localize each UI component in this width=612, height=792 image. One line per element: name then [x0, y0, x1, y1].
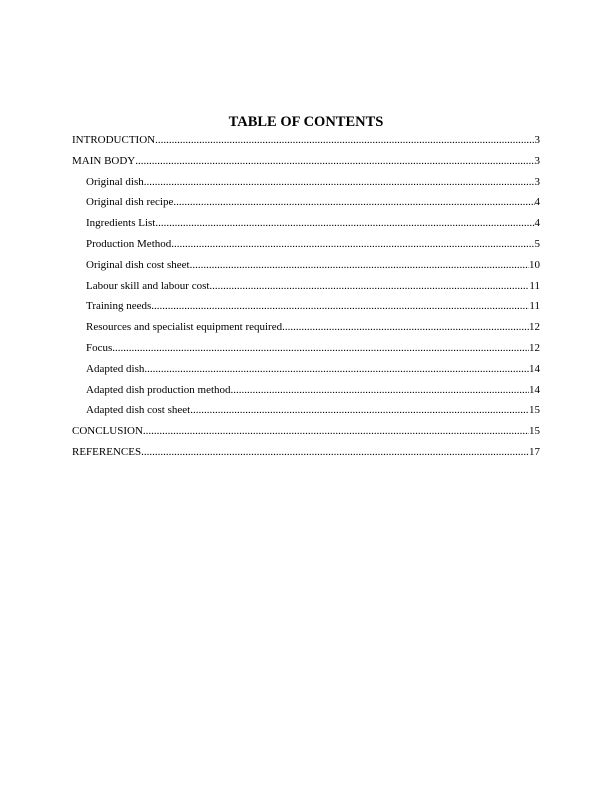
toc-dot-leader — [141, 442, 529, 463]
toc-entry-adapted-dish[interactable] — [72, 359, 540, 380]
toc-dot-leader — [155, 213, 534, 234]
toc-title: TABLE OF CONTENTS — [228, 114, 384, 130]
toc-entry-original-dish-recipe[interactable] — [72, 192, 540, 213]
toc-entry-label: Adapted dish cost sheet — [86, 404, 191, 417]
toc-dot-leader — [151, 296, 529, 317]
toc-entry-ingredients-list[interactable] — [72, 213, 540, 234]
toc-list — [72, 130, 540, 463]
toc-entry-labour-skill-and-labour-cost[interactable] — [72, 276, 540, 297]
toc-entry-label: Original dish recipe — [86, 196, 174, 209]
toc-entry-page: 15 — [529, 425, 540, 438]
toc-entry-training-needs[interactable] — [72, 296, 540, 317]
toc-entry-page: 12 — [529, 341, 540, 354]
toc-entry-introduction[interactable] — [72, 130, 540, 151]
toc-entry-page: 3 — [534, 134, 540, 146]
toc-dot-leader — [144, 359, 529, 380]
toc-entry-label: Original dish cost sheet — [86, 258, 190, 271]
toc-entry-page: 14 — [529, 383, 540, 396]
toc-entry-label: Ingredients List — [86, 217, 156, 230]
toc-entry-page: 4 — [534, 196, 540, 209]
toc-entry-main-body[interactable] — [72, 151, 540, 172]
toc-entry-label: MAIN BODY — [72, 154, 136, 167]
toc-entry-page: 11 — [529, 279, 540, 292]
toc-entry-original-dish-cost-sheet[interactable] — [72, 255, 540, 276]
toc-entry-adapted-dish-cost-sheet[interactable] — [72, 400, 540, 421]
toc-dot-leader — [231, 380, 529, 401]
toc-entry-adapted-dish-production-method[interactable] — [72, 380, 540, 401]
toc-entry-page: 15 — [529, 404, 540, 417]
toc-dot-leader — [282, 317, 529, 338]
toc-entry-label: Original dish — [86, 175, 144, 188]
toc-entry-label: Production Method — [86, 237, 172, 250]
toc-entry-references[interactable] — [72, 442, 540, 463]
toc-entry-label: REFERENCES — [72, 445, 142, 458]
toc-entry-label: INTRODUCTION — [72, 134, 156, 146]
toc-entry-label: Adapted dish — [86, 362, 145, 375]
toc-entry-label: Training needs — [86, 300, 152, 313]
toc-entry-page: 5 — [534, 237, 540, 250]
toc-dot-leader — [144, 172, 535, 193]
toc-entry-production-method[interactable] — [72, 234, 540, 255]
toc-dot-leader — [135, 151, 534, 172]
toc-dot-leader — [190, 400, 529, 421]
toc-dot-leader — [209, 276, 529, 297]
toc-dot-leader — [173, 192, 534, 213]
toc-entry-resources-and-specialist-equipment[interactable] — [72, 317, 540, 338]
toc-entry-label: Focus — [86, 341, 113, 354]
toc-entry-label: Adapted dish production method — [86, 383, 231, 396]
toc-dot-leader — [171, 234, 534, 255]
toc-dot-leader — [143, 421, 529, 442]
toc-entry-page: 4 — [534, 217, 540, 230]
toc-entry-page: 14 — [529, 362, 540, 375]
toc-entry-page: 17 — [529, 445, 540, 458]
toc-entry-original-dish[interactable] — [72, 172, 540, 193]
toc-entry-conclusion[interactable] — [72, 421, 540, 442]
toc-entry-page: 3 — [534, 175, 540, 188]
toc-entry-page: 11 — [529, 300, 540, 313]
toc-dot-leader — [190, 255, 529, 276]
toc-entry-label: Labour skill and labour cost — [86, 279, 210, 292]
toc-entry-label: CONCLUSION — [72, 425, 143, 438]
toc-entry-page: 3 — [534, 154, 540, 167]
toc-dot-leader — [155, 130, 534, 151]
toc-entry-page: 12 — [529, 321, 540, 334]
toc-entry-label: Resources and specialist equipment required — [86, 321, 283, 334]
toc-entry-focus[interactable] — [72, 338, 540, 359]
toc-entry-page: 10 — [529, 258, 540, 271]
toc-dot-leader — [112, 338, 529, 359]
